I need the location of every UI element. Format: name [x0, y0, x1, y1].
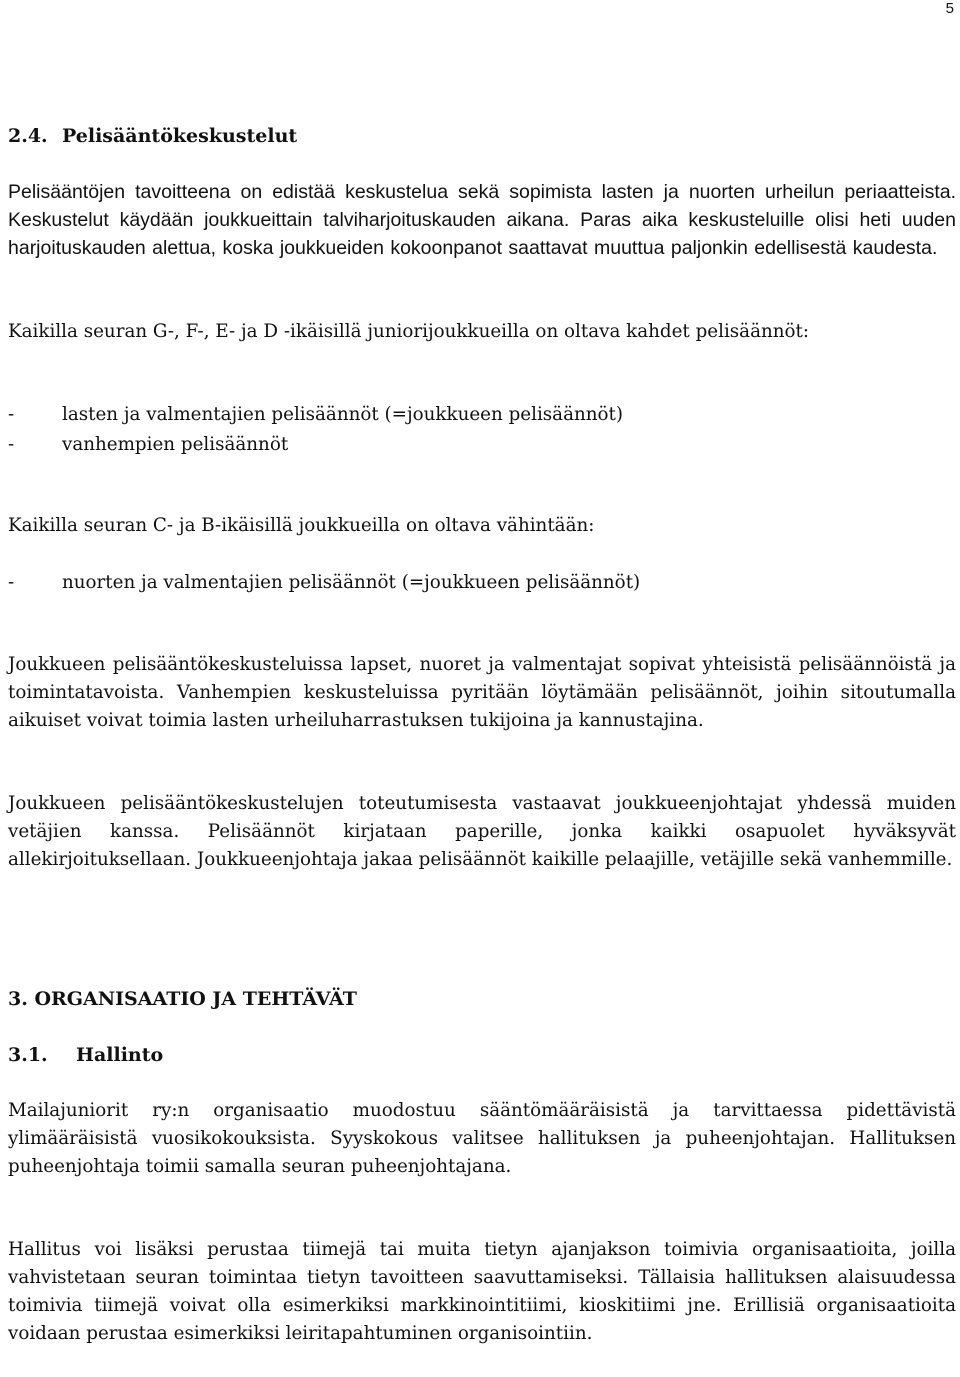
- section-3-heading: [8, 987, 357, 1011]
- section-2-4-paragraph-1: Pelisääntöjen tavoitteena on edistää keskustelua sekä sopimista lasten ja nuorten urheilun periaatteista. Keskustelut käydään joukkueittain talviharjoituskauden aikana. Paras aika keskusteluille olisi heti uuden harjoituskauden alettua, koska joukkueiden kokoonpanot saattavat muuttua paljonkin edellisestä kaudesta.: [8, 181, 956, 259]
- rules-list-young: [8, 400, 623, 460]
- section-3-1-number: 3.1.: [8, 1044, 48, 1066]
- section-3-1-paragraph-2: Hallitus voi lisäksi perustaa tiimejä tai muita tietyn ajanjakson toimivia organisaatioita, joilla vahvistetaan seuran toimintaa tietyn tavoitteen saavuttamiseksi. Tällaisia hallituksen alaisuudessa toimivia tiimejä voivat olla esimerkiksi markkinointitiimi, kioskitiimi jne. Erillisiä organisaatioita voidaan perustaa esimerkiksi leiritapahtuminen organisointiin.: [8, 1239, 956, 1344]
- section-3-1-heading: [8, 1043, 163, 1067]
- section-2-4-paragraph-4: Joukkueen pelisääntökeskusteluissa lapset, nuoret ja valmentajat sopivat yhteisistä pelisäännöistä ja toimintatavoista. Vanhempien keskusteluissa pyritään löytämään pelisäännöt, joihin sitoutumalla aikuiset voivat toimia lasten urheiluharrastuksen tukijoina ja kannustajina.: [8, 654, 956, 731]
- list-item: - lasten ja valmentajien pelisäännöt (=joukkueen pelisäännöt): [8, 404, 624, 425]
- section-2-4-number: 2.4.: [8, 125, 48, 147]
- section-2-4-paragraph-5: Joukkueen pelisääntökeskustelujen toteutumisesta vastaavat joukkueenjohtajat yhdessä muiden vetäjien kanssa. Pelisäännöt kirjataan paperille, jonka kaikki osapuolet hyväksyvät allekirjoituksellaan. Joukkueenjohtaja jakaa pelisäännöt kaikille pelaajille, vetäjille sekä vanhemmille.: [8, 793, 956, 870]
- section-3-title: ORGANISAATIO JA TEHTÄVÄT: [34, 988, 357, 1010]
- list-item: - nuorten ja valmentajien pelisäännöt (=joukkueen pelisäännöt): [8, 572, 641, 593]
- section-2-4-paragraph-2: Kaikilla seuran G-, F-, E- ja D -ikäisillä juniorijoukkueilla on oltava kahdet pelisäännöt:: [8, 321, 810, 342]
- page-number: 5: [945, 0, 954, 17]
- section-3-number: 3.: [8, 988, 28, 1010]
- section-2-4-paragraph-3: Kaikilla seuran C- ja B-ikäisillä joukkueilla on oltava vähintään:: [8, 515, 595, 536]
- section-3-1-paragraph-1: Mailajuniorit ry:n organisaatio muodostuu sääntömääräisistä ja tarvittaessa pidettävistä ylimääräisistä vuosikokouksista. Syyskokous valitsee hallituksen ja puheenjohtajan. Hallituksen puheenjohtaja toimii samalla seuran puheenjohtajana.: [8, 1100, 956, 1177]
- rules-list-older: [8, 568, 640, 598]
- list-item: - vanhempien pelisäännöt: [8, 434, 289, 455]
- section-2-4-heading: [8, 124, 297, 148]
- section-2-4-title: Pelisääntökeskustelut: [62, 125, 298, 147]
- section-3-1-title: Hallinto: [76, 1044, 164, 1066]
